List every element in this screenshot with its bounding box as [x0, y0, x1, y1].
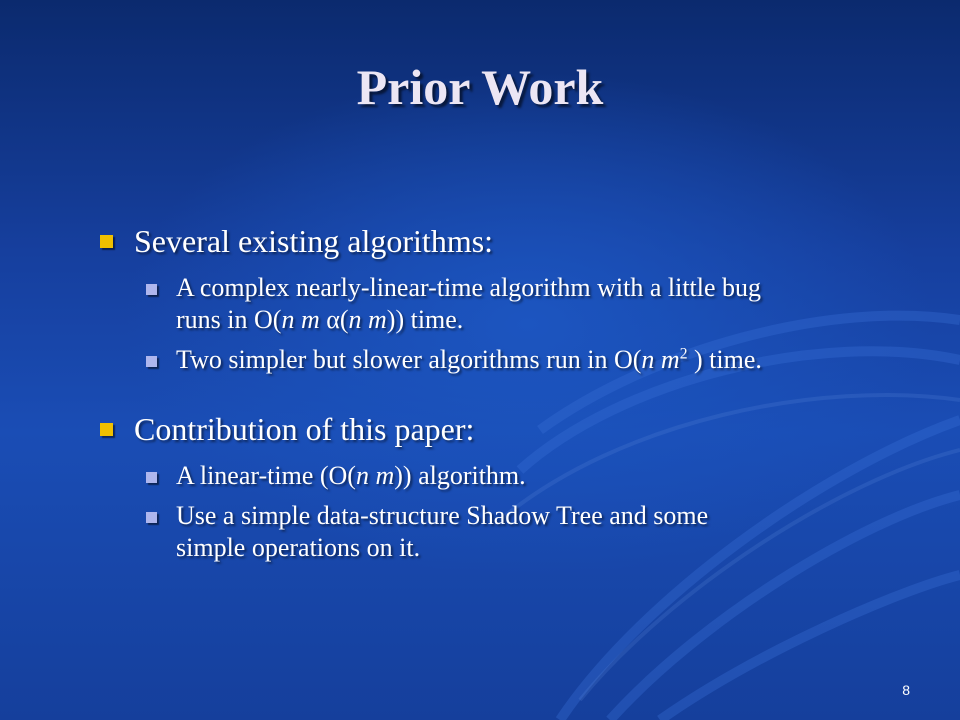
math-n-m: n m [281, 305, 320, 334]
bullet-heading-text: Contribution of this paper: [134, 411, 475, 447]
bullet-several-existing-algorithms [98, 222, 898, 260]
math-n-m: n m [355, 461, 395, 490]
sub-bullet-text-line2-post: )) time. [386, 305, 464, 334]
bullet-contribution [98, 410, 898, 448]
math-n-m: n m [348, 305, 387, 334]
math-alpha: α( [319, 305, 349, 334]
square-bullet-icon [146, 284, 157, 295]
square-bullet-icon [146, 512, 157, 523]
math-superscript: 2 [679, 345, 688, 363]
sub-bullet-complex-algorithm [98, 272, 898, 336]
sub-bullet-text-line1: Use a simple data-structure Shadow Tree and some [176, 501, 709, 530]
slide-title: Prior Work [356, 59, 604, 115]
square-bullet-icon [146, 472, 157, 483]
sub-bullet-linear-time [98, 460, 898, 492]
sub-bullet-text-post: )) algorithm. [394, 461, 526, 490]
square-bullet-icon [146, 356, 157, 367]
sub-bullet-text-line1: A complex nearly-linear-time algorithm with a little bug [176, 273, 762, 302]
sub-bullet-text-line2-pre: runs in O( [176, 305, 282, 334]
sub-bullet-simpler-algorithms [98, 344, 898, 376]
page-number: 8 [902, 682, 910, 698]
bullet-heading-text: Several existing algorithms: [134, 223, 494, 259]
sub-bullet-text-line2: simple operations on it. [176, 533, 421, 562]
sub-bullet-text-post: ) time. [687, 345, 762, 374]
square-bullet-icon [100, 235, 113, 248]
math-n-m: n m [641, 345, 680, 374]
sub-bullet-shadow-tree [98, 500, 898, 564]
sub-bullet-text-pre: Two simpler but slower algorithms run in O( [176, 345, 642, 374]
sub-bullet-text-pre: A linear-time (O( [176, 461, 356, 490]
square-bullet-icon [100, 423, 113, 436]
slide-content [98, 222, 898, 564]
